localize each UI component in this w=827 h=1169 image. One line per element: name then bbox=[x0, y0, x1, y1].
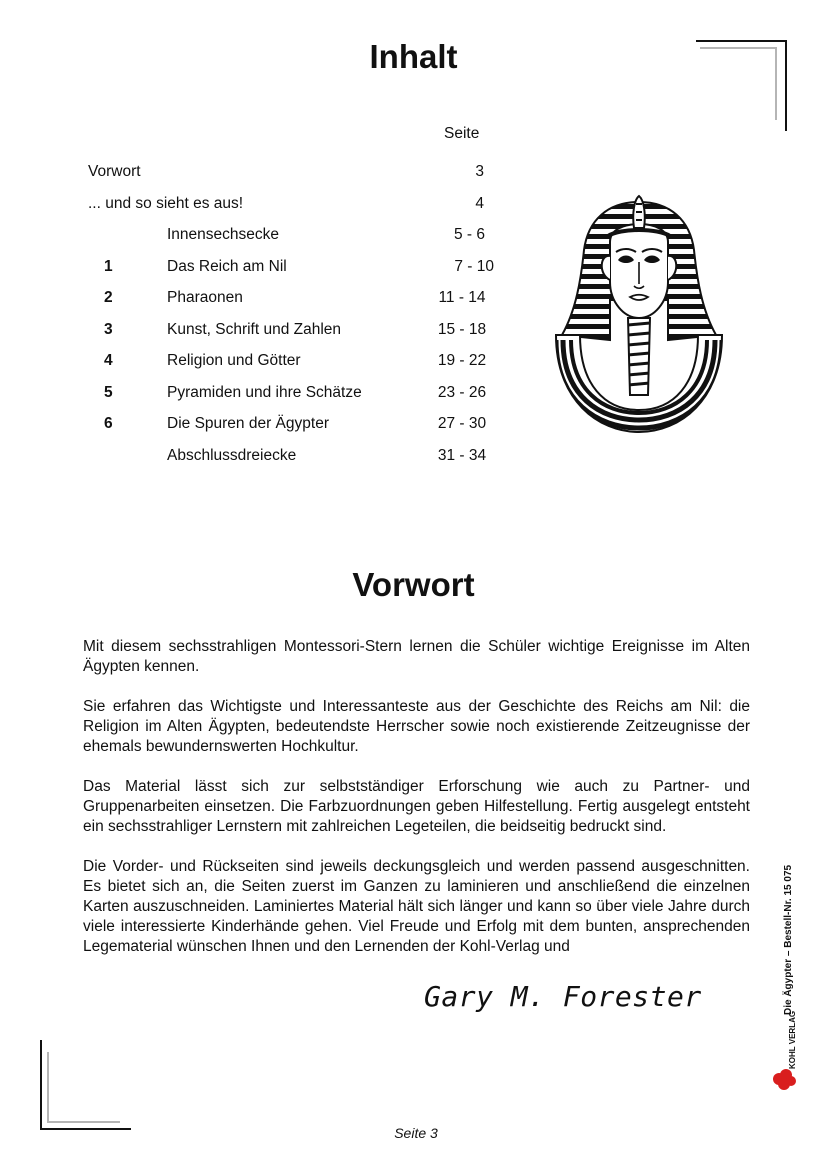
toc-pages: 23 - 26 bbox=[437, 384, 487, 401]
publisher-logo bbox=[769, 1010, 805, 1095]
sidebar-order-text: Die Ägypter – Bestell-Nr. 15 075 bbox=[783, 864, 794, 1015]
toc-label: Innensechsecke bbox=[167, 226, 280, 243]
toc-label: Das Reich am Nil bbox=[167, 258, 287, 275]
toc-pages: 19 - 22 bbox=[437, 352, 487, 369]
toc-pages: 11 - 14 bbox=[438, 289, 486, 306]
toc-pages: 3 bbox=[475, 163, 484, 180]
pharaoh-mask-illustration bbox=[548, 190, 730, 440]
toc-pages: 4 bbox=[475, 195, 484, 212]
toc-number: 1 bbox=[104, 258, 113, 275]
toc-number: 2 bbox=[104, 289, 113, 306]
preface-paragraph: Das Material lässt sich zur selbstständiger Erforschung wie auch zu Partner- und Gruppenarbeiten einsetzen. Die Farbzuordnungen geben Hilfestellung. Fertig ausgelegt entsteht ein sechsstrahliger Lernstern mit zahlreichen Legeteilen, die beidseitig bedruckt sind. bbox=[83, 778, 750, 835]
toc-label: Die Spuren der Ägypter bbox=[167, 415, 329, 432]
toc-label: Pharaonen bbox=[167, 289, 243, 306]
kohl-logo-icon bbox=[769, 1025, 805, 1095]
publisher-sidebar bbox=[780, 855, 798, 1095]
toc-pages: 7 - 10 bbox=[454, 258, 494, 275]
preface-title: Vorwort bbox=[352, 566, 475, 603]
page-column-header: Seite bbox=[444, 125, 480, 142]
toc-pages: 5 - 6 bbox=[453, 226, 485, 243]
toc-label: Kunst, Schrift und Zahlen bbox=[167, 321, 342, 338]
toc-pages: 31 - 34 bbox=[437, 447, 487, 464]
toc-label: ... und so sieht es aus! bbox=[88, 195, 244, 212]
toc-label: Religion und Götter bbox=[167, 352, 301, 369]
corner-frame-bottom-left bbox=[36, 1036, 136, 1136]
contents-title: Inhalt bbox=[369, 38, 458, 75]
toc-number: 3 bbox=[104, 321, 113, 338]
preface-paragraph: Mit diesem sechsstrahligen Montessori-Stern lernen die Schüler wichtige Ereignisse im Alten Ägypten kennen. bbox=[83, 638, 750, 675]
toc-label: Abschlussdreiecke bbox=[167, 447, 297, 464]
preface-paragraph: Sie erfahren das Wichtigste und Interessanteste aus der Geschichte des Reichs am Nil: die Religion im Alten Ägypten, bedeutendste Herrscher sowie noch existierende Zeitzeugnisse der ehemals bewundernswerten Hochkultur. bbox=[83, 698, 750, 755]
preface-paragraph: Die Vorder- und Rückseiten sind jeweils deckungsgleich und werden passend ausgeschnitten. Es bietet sich an, die Seiten zuerst im Ganzen zu laminieren und anschließend die einzelnen Karten auszuschneiden. Laminiertes Material hält sich länger und kann so über viele Jahre durch viele interessierte Kinderhände gehen. Viel Freude und Erfolg mit dem bunten, ansprechenden Legematerial wünschen Ihnen und den Lernenden der Kohl-Verlag und bbox=[83, 858, 750, 955]
signature: Gary M. Forester bbox=[424, 980, 702, 1013]
page-number: Seite 3 bbox=[394, 1125, 438, 1141]
toc-number: 5 bbox=[104, 384, 113, 401]
publisher-logo-text: KOHL VERLAG bbox=[788, 1010, 797, 1069]
toc-number: 4 bbox=[104, 352, 113, 369]
toc-number: 6 bbox=[104, 415, 113, 432]
toc-pages: 15 - 18 bbox=[437, 321, 487, 338]
toc-label: Pyramiden und ihre Schätze bbox=[167, 384, 362, 401]
toc-pages: 27 - 30 bbox=[437, 415, 487, 432]
toc-label: Vorwort bbox=[88, 163, 141, 180]
